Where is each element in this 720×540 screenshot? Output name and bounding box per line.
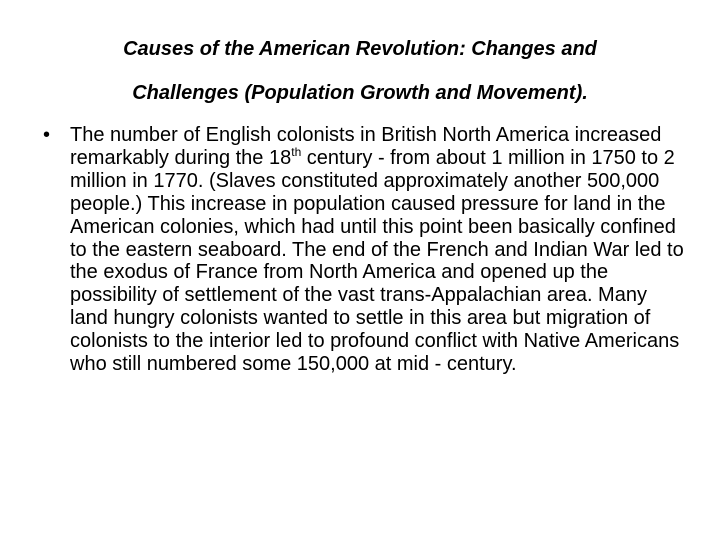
bullet-marker: • bbox=[43, 124, 51, 146]
bullet-text-part-1: The number of English colonists in British North America increased remarkably during the 18 bbox=[70, 124, 662, 169]
bullet-list bbox=[38, 124, 688, 376]
ordinal-superscript: th bbox=[291, 144, 302, 159]
slide-title bbox=[40, 27, 680, 115]
bullet-text bbox=[70, 124, 684, 375]
slide-title-line-1: Causes of the American Revolution: Changes and bbox=[123, 38, 597, 60]
slide-title-line-2: Challenges (Population Growth and Movement). bbox=[132, 82, 588, 104]
bullet-text-part-2: century - from about 1 million in 1750 to 2 million in 1770. (Slaves constituted approximately another 500,000 people.) This increase in population caused pressure for land in the American colonies, which had until this point been basically confined to the eastern seaboard. The end of the French and Indian War led to the exodus of France from North America and opened up the possibility of settlement of the vast trans-Appalachian area. Many land hungry colonists wanted to settle in this area but migration of colonists to the interior led to profound conflict with Native Americans who still numbered some 150,000 at mid - century. bbox=[70, 146, 684, 376]
bullet-item bbox=[38, 124, 688, 376]
